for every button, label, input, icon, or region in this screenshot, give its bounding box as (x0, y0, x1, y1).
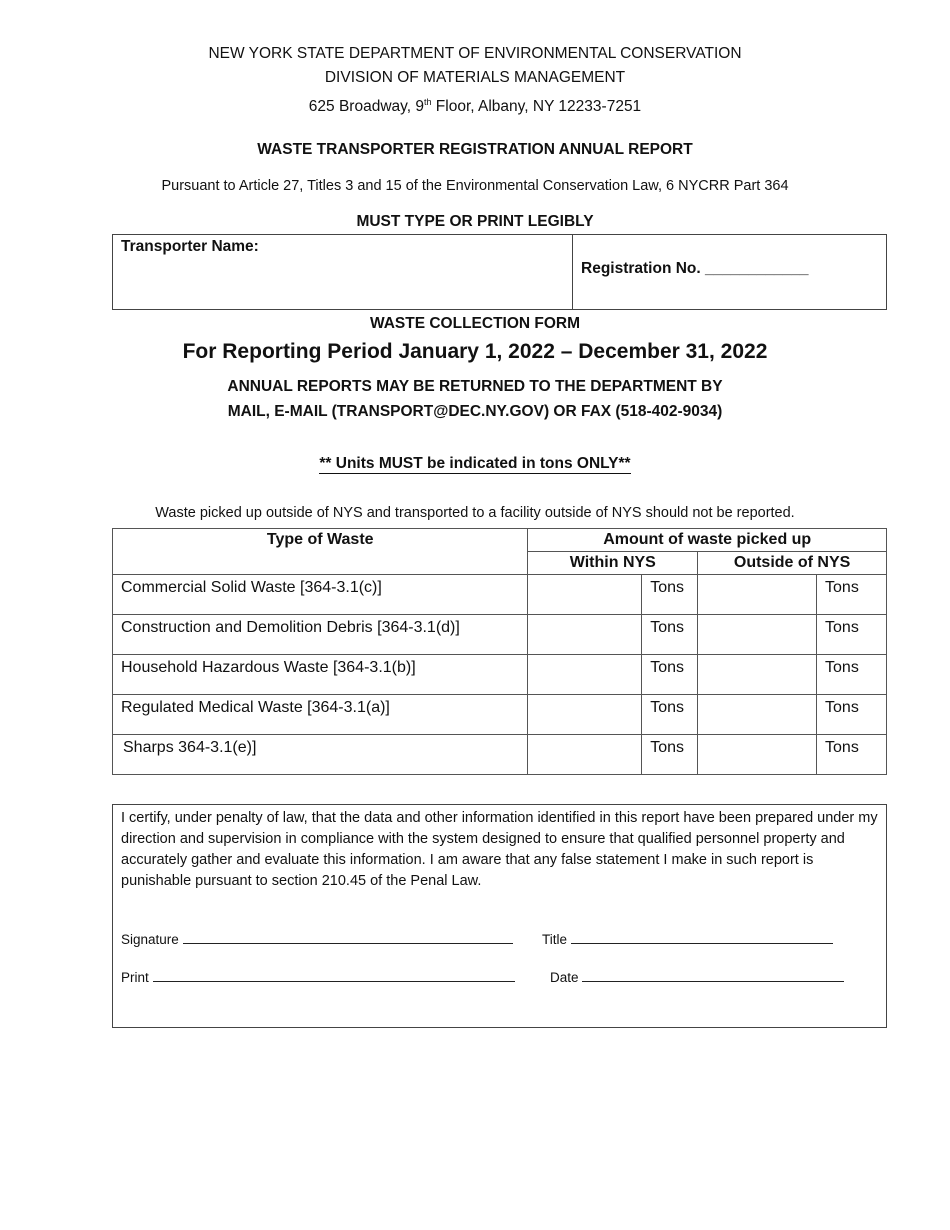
unit-label: Tons (817, 695, 887, 735)
outside-nys-amount-input[interactable] (698, 735, 817, 775)
within-nys-amount-input[interactable] (528, 735, 642, 775)
box-divider (572, 235, 573, 309)
table-row (113, 575, 887, 615)
title-label: Title (542, 932, 568, 947)
outside-nys-amount-input[interactable] (698, 695, 817, 735)
unit-label: Tons (642, 655, 698, 695)
agency-address (0, 90, 950, 119)
agency-name: NEW YORK STATE DEPARTMENT OF ENVIRONMENTAL CONSERVATION (208, 45, 742, 62)
within-nys-amount-input[interactable] (528, 695, 642, 735)
waste-type: Regulated Medical Waste [364-3.1(a)] (113, 695, 528, 735)
certification-statement: I certify, under penalty of law, that the data and other information identified in this report have been prepared under my direction and supervision in compliance with the system designed to ensure that qualified personnel property and accurately gather and evaluate this information. I am aware that any false statement I make in such report is punishable pursuant to section 210.45 of the Penal Law. (121, 810, 878, 889)
report-title: WASTE TRANSPORTER REGISTRATION ANNUAL REPORT (257, 141, 693, 158)
units-note: ** Units MUST be indicated in tons ONLY** (319, 455, 631, 472)
column-header-within-nys: Within NYS (528, 552, 698, 575)
signature-label: Signature (121, 932, 179, 947)
unit-label: Tons (642, 575, 698, 615)
outside-nys-note: Waste picked up outside of NYS and transported to a facility outside of NYS should not be reported. (155, 505, 795, 521)
print-name-field[interactable] (121, 969, 515, 985)
column-header-type: Type of Waste (113, 529, 528, 575)
unit-label: Tons (642, 735, 698, 775)
return-instructions-line-1: ANNUAL REPORTS MAY BE RETURNED TO THE DEPARTMENT BY (227, 378, 723, 395)
waste-type: Construction and Demolition Debris [364-3.1(d)] (113, 615, 528, 655)
form-title: WASTE COLLECTION FORM (369, 315, 581, 332)
legibility-notice: MUST TYPE OR PRINT LEGIBLY (356, 213, 594, 230)
address-superscript: th (423, 97, 432, 107)
registration-number-field[interactable]: Registration No. ____________ (581, 260, 809, 277)
outside-nys-amount-input[interactable] (698, 575, 817, 615)
table-row (113, 735, 887, 775)
date-line[interactable] (582, 969, 844, 982)
title-field[interactable] (542, 931, 833, 947)
outside-nys-amount-input[interactable] (698, 615, 817, 655)
division-name: DIVISION OF MATERIALS MANAGEMENT (324, 69, 626, 86)
waste-type: Household Hazardous Waste [364-3.1(b)] (113, 655, 528, 695)
units-note-wrap (0, 455, 950, 473)
table-row (113, 615, 887, 655)
table-row (113, 655, 887, 695)
certification-box (112, 804, 887, 1028)
date-label: Date (550, 970, 579, 985)
transporter-info-box (112, 234, 887, 310)
unit-label: Tons (817, 655, 887, 695)
within-nys-amount-input[interactable] (528, 615, 642, 655)
within-nys-amount-input[interactable] (528, 575, 642, 615)
return-instructions-line-2: MAIL, E-MAIL (TRANSPORT@DEC.NY.GOV) OR FAX (518-402-9034) (227, 403, 723, 420)
column-header-outside-nys: Outside of NYS (698, 552, 887, 575)
unit-label: Tons (642, 615, 698, 655)
address-part: Floor, Albany, NY 12233-7251 (431, 98, 642, 116)
table-row (113, 695, 887, 735)
unit-label: Tons (817, 615, 887, 655)
title-line[interactable] (571, 931, 833, 944)
transporter-name-field[interactable]: Transporter Name: (121, 238, 259, 255)
table-header-row (113, 529, 887, 552)
waste-type: Commercial Solid Waste [364-3.1(c)] (113, 575, 528, 615)
pursuant-statement: Pursuant to Article 27, Titles 3 and 15 of the Environmental Conservation Law, 6 NYCRR Part 364 (161, 178, 789, 194)
address-part: 625 Broadway, 9 (308, 98, 424, 116)
reporting-period: For Reporting Period January 1, 2022 – December 31, 2022 (182, 340, 768, 363)
signature-field[interactable] (121, 931, 513, 947)
waste-type: Sharps 364-3.1(e)] (113, 735, 528, 775)
within-nys-amount-input[interactable] (528, 655, 642, 695)
print-line[interactable] (153, 969, 515, 982)
column-header-amount: Amount of waste picked up (528, 529, 887, 552)
signature-line[interactable] (183, 931, 513, 944)
waste-table (112, 528, 887, 775)
print-label: Print (121, 970, 149, 985)
outside-nys-amount-input[interactable] (698, 655, 817, 695)
unit-label: Tons (817, 735, 887, 775)
unit-label: Tons (642, 695, 698, 735)
unit-label: Tons (817, 575, 887, 615)
date-field[interactable] (550, 969, 844, 985)
